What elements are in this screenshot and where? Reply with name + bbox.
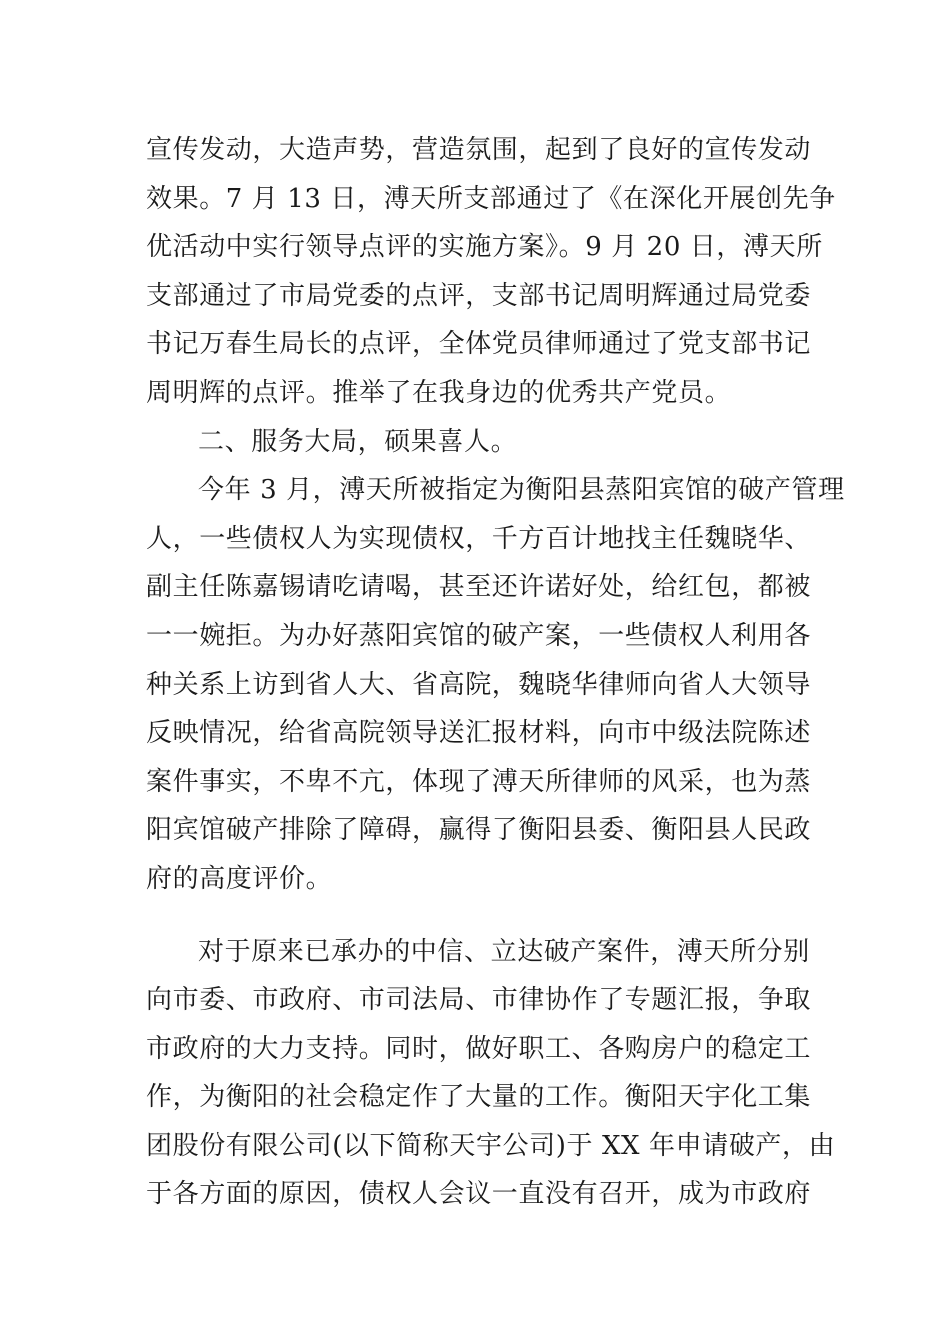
text-line: 人，一些债权人为实现债权，千方百计地找主任魏晓华、 (146, 523, 812, 554)
text-line: 一一婉拒。为办好蒸阳宾馆的破产案，一些债权人利用各 (146, 620, 812, 651)
text-line: 副主任陈嘉锡请吃请喝，甚至还许诺好处，给红包，都被 (146, 572, 812, 603)
section-heading: 二、服务大局，硕果喜人。 (198, 426, 518, 457)
text-line: 案件事实，不卑不亢，体现了溥天所律师的风采，也为蒸 (146, 766, 812, 797)
text-line: 阳宾馆破产排除了障碍，赢得了衡阳县委、衡阳县人民政 (146, 815, 812, 846)
text-line: 向市委、市政府、市司法局、市律协作了专题汇报，争取 (146, 985, 812, 1016)
text-line: 府的高度评价。 (146, 863, 333, 894)
paragraph-gap (146, 904, 810, 928)
text-line: 种关系上访到省人大、省高院，魏晓华律师向省人大领导 (146, 669, 812, 700)
text-line: 支部通过了市局党委的点评，支部书记周明辉通过局党委 (146, 280, 812, 311)
text-line: 对于原来已承办的中信、立达破产案件，溥天所分别 (198, 936, 810, 967)
text-line: 市政府的大力支持。同时，做好职工、各购房户的稳定工 (146, 1033, 812, 1064)
text-line: 效果。7 月 13 日，溥天所支部通过了《在深化开展创先争 (146, 183, 836, 214)
text-line: 今年 3 月，溥天所被指定为衡阳县蒸阳宾馆的破产管理 (198, 475, 845, 506)
text-line: 周明辉的点评。推举了在我身边的优秀共产党员。 (146, 377, 732, 408)
text-line: 团股份有限公司(以下简称天宇公司)于 XX 年申请破产，由 (146, 1130, 836, 1161)
text-line: 优活动中实行领导点评的实施方案》。9 月 20 日，溥天所 (146, 232, 823, 263)
text-line: 于各方面的原因，债权人会议一直没有召开，成为市政府 (146, 1179, 812, 1210)
text-line: 作，为衡阳的社会稳定作了大量的工作。衡阳天宇化工集 (146, 1082, 812, 1113)
text-line: 书记万春生局长的点评，全体党员律师通过了党支部书记 (146, 329, 812, 360)
text-line: 宣传发动，大造声势，营造氛围，起到了良好的宣传发动 (146, 135, 812, 165)
document-body (146, 126, 845, 1219)
text-line: 反映情况，给省高院领导送汇报材料，向市中级法院陈述 (146, 718, 812, 749)
